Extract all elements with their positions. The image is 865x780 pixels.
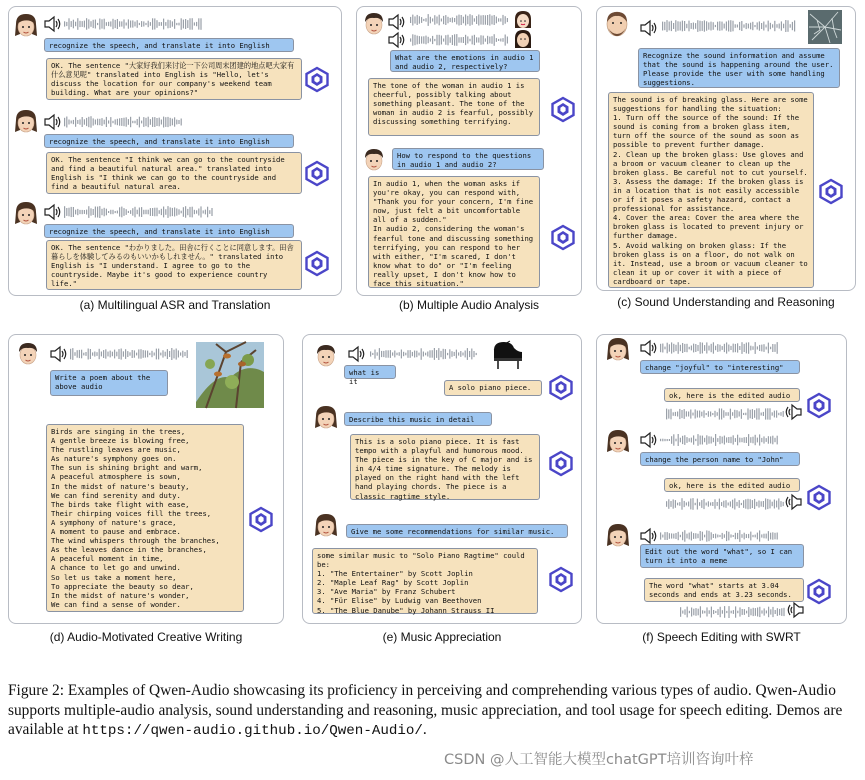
chat-bubble-assistant xyxy=(46,58,302,100)
waveform-icon xyxy=(666,496,786,510)
panel-d-caption: (d) Audio-Motivated Creative Writing xyxy=(49,630,243,644)
waveform-icon xyxy=(660,340,780,354)
chat-bubble-user xyxy=(344,365,396,387)
qwen-logo-icon xyxy=(806,392,832,418)
message-text: How to respond to the questions in audio 1 and audio 2? xyxy=(397,151,536,170)
qwen-logo-icon xyxy=(806,484,832,510)
chat-bubble-user xyxy=(44,38,294,52)
qwen-logo-icon xyxy=(548,374,574,400)
message-text: change "joyful" to "interesting" xyxy=(645,363,784,372)
qwen-logo-icon xyxy=(550,96,576,122)
speaker-icon xyxy=(640,528,658,544)
waveform-icon xyxy=(662,18,798,32)
speaker-icon xyxy=(44,204,62,220)
woman-avatar-icon xyxy=(604,428,632,456)
piano-icon xyxy=(490,340,526,370)
chat-bubble-user xyxy=(390,50,540,72)
speaker-icon xyxy=(50,346,68,362)
chat-bubble-assistant xyxy=(350,434,540,500)
chat-bubble-assistant xyxy=(664,388,800,402)
message-text: The tone of the woman in audio 1 is cheerful, possibly talking about something pleasant. The tone of the woman in audio 2 is fearful, possibly discussing something terrifying. xyxy=(373,81,538,127)
waveform-icon xyxy=(660,432,780,446)
edited-speaker-icon xyxy=(784,404,802,420)
message-text: Recognize the sound information and assume that the sound is happening around the user. Please provide the user with some handling suggestions. xyxy=(643,51,838,88)
message-text: change the person name to "John" xyxy=(645,455,784,464)
qwen-logo-icon xyxy=(248,506,274,532)
broken-glass-image xyxy=(808,10,842,44)
message-text: A solo piano piece. xyxy=(449,383,532,392)
chat-bubble-user xyxy=(344,412,492,426)
speaker-icon xyxy=(388,32,406,48)
message-text: The sound is of breaking glass. Here are some suggestions for handling the situation: 1. Turn off the source of the sound: If the sound is coming from a broken glass item, turn off the source of the sound as soon as possible to prevent further damage. 2. Clean up the broken glass: Use gloves and a broom or vacuum cleaner to clean up the broken glass. Be careful not to cut yourself. 3. Assess the damage: If the broken glass is in a location that is not easily accessible or if it poses a safety hazard, contact a professional for assistance. 4. Cover the area: Cover the area where the broken glass is located to prevent injury or further damage. 5. Avoid walking on broken glass: If the broken glass is on a floor, do not walk on it. Instead, use a broom or vacuum cleaner to clean it up or cover it with a piece of cardboard or tape. xyxy=(613,95,808,286)
panel-e-caption: (e) Music Appreciation xyxy=(382,630,502,644)
qwen-logo-icon xyxy=(304,160,330,186)
message-text: OK. The sentence "わかりました。田舎に行くことに同意します。田舎暮らしを体験してみるのもいいかもしれません。" translated into English is "I understand. I agree to go to the countryside. Maybe it's good to experience country life." xyxy=(51,243,294,289)
message-text: The word "what" starts at 3.04 seconds and ends at 3.23 seconds. xyxy=(649,581,792,600)
message-text: some similar music to "Solo Piano Ragtime" could be: 1. "The Entertainer" by Scott Joplin 2. "Maple Leaf Rag" by Scott Joplin 3. "Ave Maria" by Franz Schubert 4. "Für Elise" by Ludwig van Beethoven 5. "The Blue Danube" by Johann Strauss II xyxy=(317,551,525,615)
speaker-icon xyxy=(44,114,62,130)
figure-caption xyxy=(8,681,860,742)
message-text: ok, here is the edited audio xyxy=(669,391,791,400)
message-text: OK. The sentence "I think we can go to the countryside and find a beautiful natural area." translated into English is "I think we can go to the countryside and find a beautiful natural area. xyxy=(51,155,289,192)
qwen-logo-icon xyxy=(548,450,574,476)
chat-bubble-assistant xyxy=(644,578,804,602)
man-avatar-icon xyxy=(312,342,340,370)
chat-bubble-user xyxy=(640,452,800,466)
qwen-logo-icon xyxy=(818,178,844,204)
message-text: Give me some recommendations for similar music. xyxy=(351,527,555,536)
speaker-icon xyxy=(348,346,366,362)
message-text: OK. The sentence "大家好我们来讨论一下公司周末团建的地点吧大家有什么意见呢" translated into English is "Hello, let's discuss the location for our company's weekend team building. What are your opinions?" xyxy=(51,61,295,98)
chat-bubble-user xyxy=(640,544,804,568)
chat-bubble-user xyxy=(392,148,544,170)
speaker-icon xyxy=(44,16,62,32)
chat-bubble-assistant xyxy=(312,548,538,614)
message-text: recognize the speech, and translate it into English xyxy=(49,41,270,50)
chat-bubble-user xyxy=(44,224,294,238)
qwen-logo-icon xyxy=(304,250,330,276)
birds-tree-image xyxy=(196,342,264,408)
speaker-icon xyxy=(640,432,658,448)
man-avatar-icon xyxy=(602,10,632,44)
speaker-icon xyxy=(640,20,658,36)
speaker-icon xyxy=(640,340,658,356)
qwen-logo-icon xyxy=(550,224,576,250)
chat-bubble-assistant xyxy=(368,176,540,288)
figure-caption-end: . xyxy=(422,721,427,739)
waveform-icon xyxy=(410,12,510,26)
chat-bubble-user xyxy=(640,360,800,374)
woman-avatar-icon xyxy=(604,522,632,550)
man-avatar-icon xyxy=(14,340,42,368)
chat-bubble-assistant xyxy=(46,152,302,194)
message-text: recognize the speech, and translate it into English xyxy=(49,227,270,236)
message-text: Describe this music in detail xyxy=(349,415,475,424)
woman-avatar-icon xyxy=(312,512,340,540)
demo-link[interactable]: https://qwen-audio.github.io/Qwen-Audio/ xyxy=(82,723,423,740)
waveform-icon xyxy=(666,406,786,420)
qwen-logo-icon xyxy=(806,578,832,604)
waveform-icon xyxy=(64,204,214,218)
man-avatar-icon xyxy=(360,146,388,174)
chat-bubble-user xyxy=(44,134,294,148)
message-text: what is it xyxy=(349,368,384,387)
panel-c-caption: (c) Sound Understanding and Reasoning xyxy=(617,295,835,309)
waveform-icon xyxy=(660,528,780,542)
chat-bubble-assistant xyxy=(368,78,540,136)
qwen-logo-icon xyxy=(548,566,574,592)
chat-bubble-assistant xyxy=(444,380,542,396)
waveform-icon xyxy=(70,346,190,360)
panel-b-caption: (b) Multiple Audio Analysis xyxy=(398,298,540,312)
edited-speaker-icon xyxy=(786,602,804,618)
chat-bubble-assistant xyxy=(664,478,800,492)
chat-bubble-user xyxy=(638,48,840,88)
chat-bubble-user xyxy=(346,524,568,538)
message-text: recognize the speech, and translate it into English xyxy=(49,137,270,146)
woman-avatar-icon xyxy=(604,336,632,364)
waveform-icon xyxy=(680,604,786,618)
waveform-icon xyxy=(370,346,478,360)
speaker-icon xyxy=(388,14,406,30)
woman-avatar-icon xyxy=(512,30,534,50)
watermark: CSDN @人工智能大模型chatGPT培训咨询叶梓 xyxy=(444,752,754,768)
message-text: Birds are singing in the trees, A gentle breeze is blowing free, The rustling leaves are music, As nature's symphony goes on. The sun is shining bright and warm, A peaceful atmosphere is sown, In the midst of nature's beauty, We can find serenity and duty. The birds take flight with ease, Their chirping voices fill the trees, A symphony of nature's grace, A moment to pause and embrace. The wind whispers through the branches, As the leaves dance in the branches, A peaceful moment in time, A chance to let go and unwind. So let us take a moment here, To appreciate the beauty so dear, In the midst of nature's wonder, We can find a sense of wonder. xyxy=(51,427,220,609)
man-avatar-icon xyxy=(360,10,388,38)
message-text: In audio 1, when the woman asks if you're okay, you can respond with, "Thank you for your concern, I'm fine now, just felt a bit uncomfortable all of a sudden." In audio 2, considering the woman's fearful tone and discussing something terrifying, you can respond to her with either, "I'm scared, I don't know what to do" or "I'm feeling really upset, I don't know how to face this situation." xyxy=(373,179,534,289)
message-text: Write a poem about the above audio xyxy=(55,373,155,392)
waveform-icon xyxy=(64,114,184,128)
chat-bubble-user xyxy=(50,370,168,396)
woman-avatar-icon xyxy=(12,12,40,40)
waveform-icon xyxy=(410,32,510,46)
waveform-icon xyxy=(64,16,204,30)
message-text: ok, here is the edited audio xyxy=(669,481,791,490)
panel-a-caption: (a) Multilingual ASR and Translation xyxy=(79,298,271,312)
qwen-logo-icon xyxy=(304,66,330,92)
message-text: What are the emotions in audio 1 and audio 2, respectively? xyxy=(395,53,538,72)
chat-bubble-assistant xyxy=(46,424,244,612)
message-text: This is a solo piano piece. It is fast tempo with a playful and humorous mood. The piece is in the key of C major and is in 4/4 time signature. The melody is played on the right hand with the left hand playing chords. The piece is a classic ragtime style. xyxy=(355,437,537,501)
woman-avatar-icon xyxy=(12,108,40,136)
chat-bubble-assistant xyxy=(608,92,814,288)
woman-avatar-icon xyxy=(512,10,534,32)
message-text: Edit out the word "what", so I can turn it into a meme xyxy=(645,547,797,566)
edited-speaker-icon xyxy=(784,494,802,510)
chat-bubble-assistant xyxy=(46,240,302,290)
figure-caption-text: Figure 2: Examples of Qwen-Audio showcasing its proficiency in perceiving and comprehending various types of audio. Qwen-Audio supports multiple-audio analysis, sound understanding and reasoning, music appreciation, and tool usage for speech editing. Demos are available at xyxy=(8,682,843,739)
woman-avatar-icon xyxy=(312,404,340,432)
panel-f-caption: (f) Speech Editing with SWRT xyxy=(642,630,801,644)
woman-avatar-icon xyxy=(12,200,40,228)
